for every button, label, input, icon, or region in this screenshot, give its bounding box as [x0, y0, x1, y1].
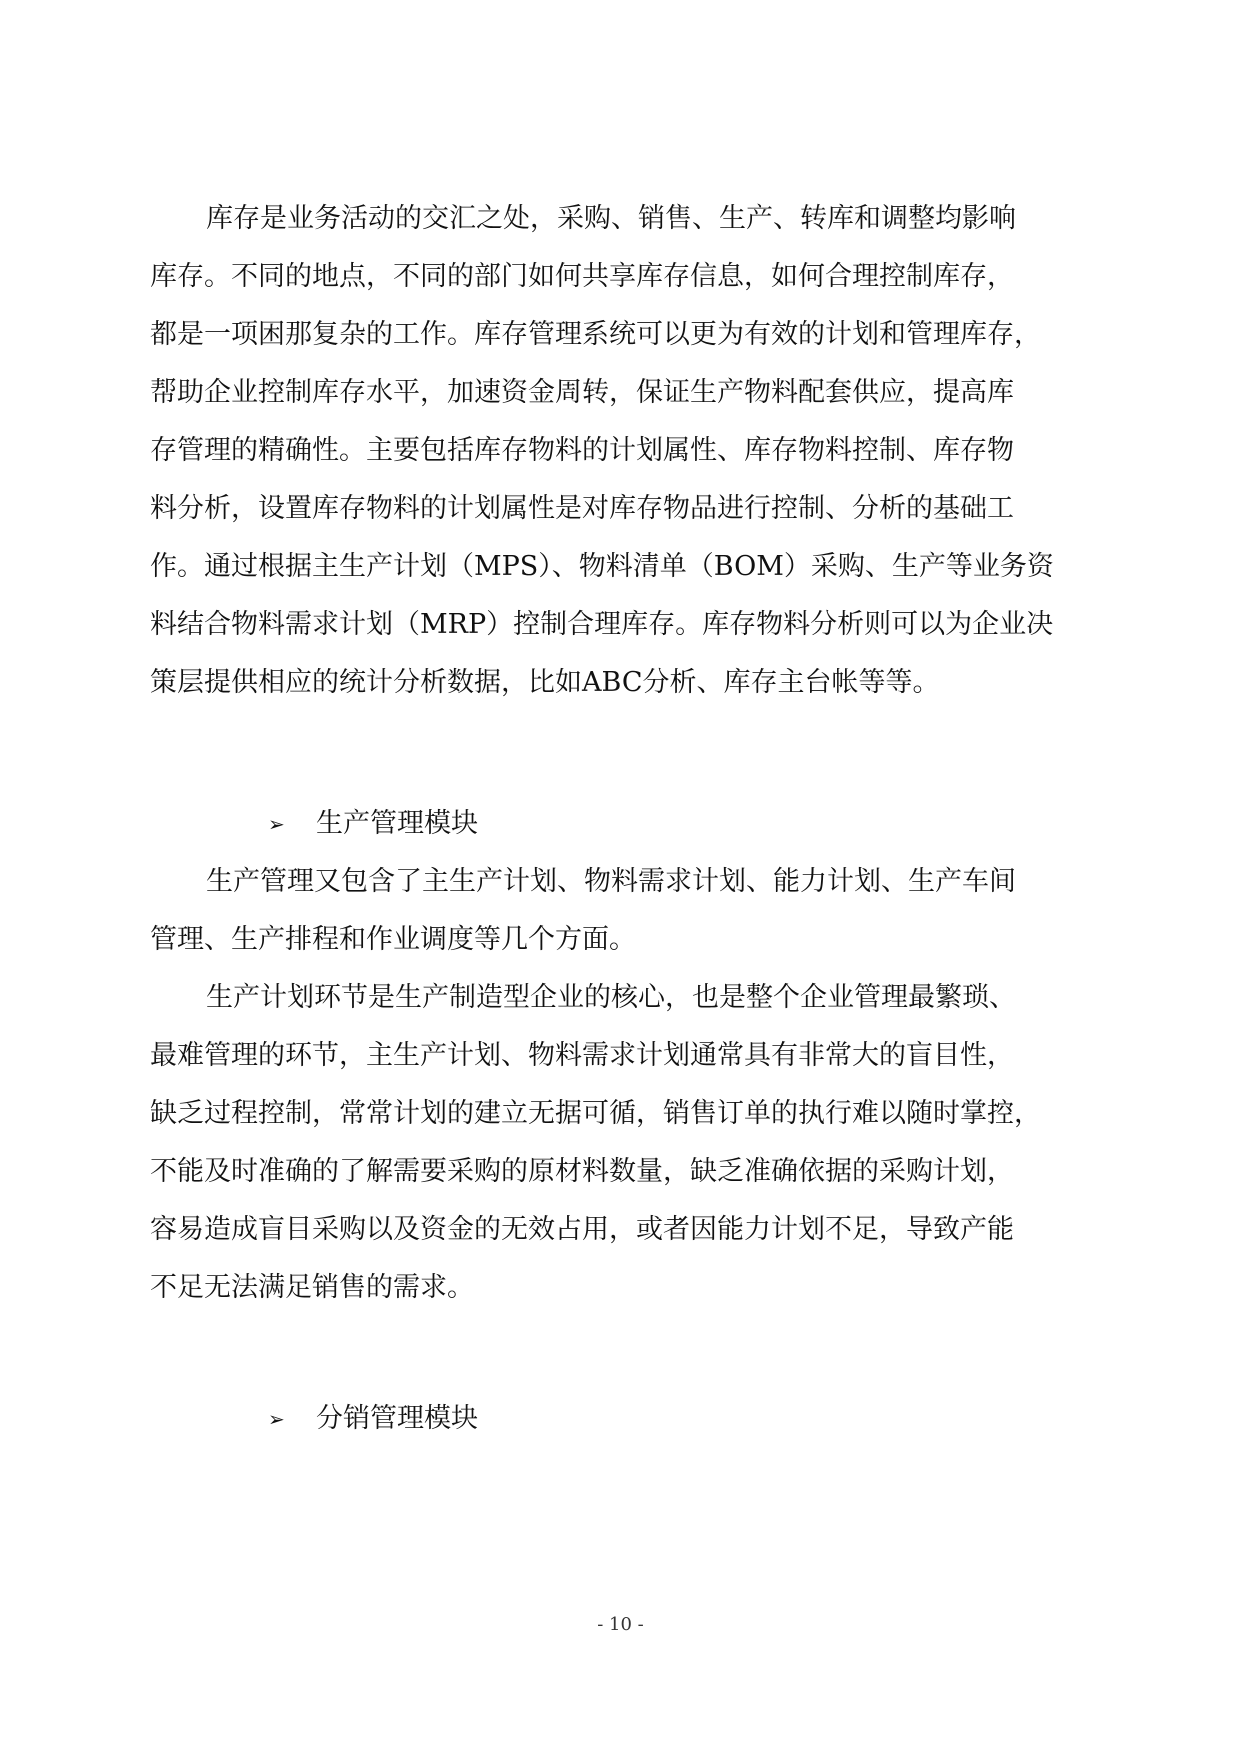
paragraph-line: 管理、生产排程和作业调度等几个方面。	[150, 924, 636, 955]
paragraph-line: 存管理的精确性。主要包括库存物料的计划属性、库存物料控制、库存物	[150, 435, 1014, 466]
page-number: - 10 -	[597, 1614, 644, 1635]
paragraph-line: 容易造成盲目采购以及资金的无效占用，或者因能力计划不足，导致产能	[150, 1214, 1014, 1245]
paragraph-line: 库存。不同的地点，不同的部门如何共享库存信息，如何合理控制库存，	[150, 261, 1014, 292]
paragraph-line: 库存是业务活动的交汇之处，采购、销售、生产、转库和调整均影响	[206, 203, 1016, 234]
paragraph-production-intro	[150, 853, 1094, 969]
paragraph-line: 料分析，设置库存物料的计划属性是对库存物品进行控制、分析的基础工	[150, 493, 1014, 524]
paragraph-line: 不能及时准确的了解需要采购的原材料数量，缺乏准确依据的采购计划，	[150, 1156, 1014, 1187]
paragraph-line: 料结合物料需求计划（MRP）控制合理库存。库存物料分析则可以为企业决	[150, 609, 1054, 640]
heading-text: 分销管理模块	[316, 1403, 478, 1434]
paragraph-line: 帮助企业控制库存水平，加速资金周转，保证生产物料配套供应，提高库	[150, 377, 1014, 408]
paragraph-line: 生产管理又包含了主生产计划、物料需求计划、能力计划、生产车间	[206, 866, 1016, 897]
paragraph-inventory	[150, 190, 1094, 712]
arrow-bullet-icon: ➢	[268, 1407, 285, 1431]
paragraph-line: 生产计划环节是生产制造型企业的核心，也是整个企业管理最繁琐、	[206, 982, 1016, 1013]
paragraph-line: 最难管理的环节，主生产计划、物料需求计划通常具有非常大的盲目性，	[150, 1040, 1014, 1071]
paragraph-line: 都是一项困那复杂的工作。库存管理系统可以更为有效的计划和管理库存，	[150, 319, 1041, 350]
heading-distribution-module	[268, 1390, 478, 1448]
paragraph-line: 作。通过根据主生产计划（MPS）、物料清单（BOM）采购、生产等业务资	[150, 551, 1054, 582]
heading-production-module	[268, 795, 478, 853]
paragraph-line: 策层提供相应的统计分析数据，比如ABC分析、库存主台帐等等。	[150, 667, 940, 698]
paragraph-line: 缺乏过程控制，常常计划的建立无据可循，销售订单的执行难以随时掌控，	[150, 1098, 1041, 1129]
paragraph-production-plan	[150, 969, 1094, 1317]
paragraph-line: 不足无法满足销售的需求。	[150, 1272, 474, 1303]
arrow-bullet-icon: ➢	[268, 812, 285, 836]
heading-text: 生产管理模块	[316, 808, 478, 839]
